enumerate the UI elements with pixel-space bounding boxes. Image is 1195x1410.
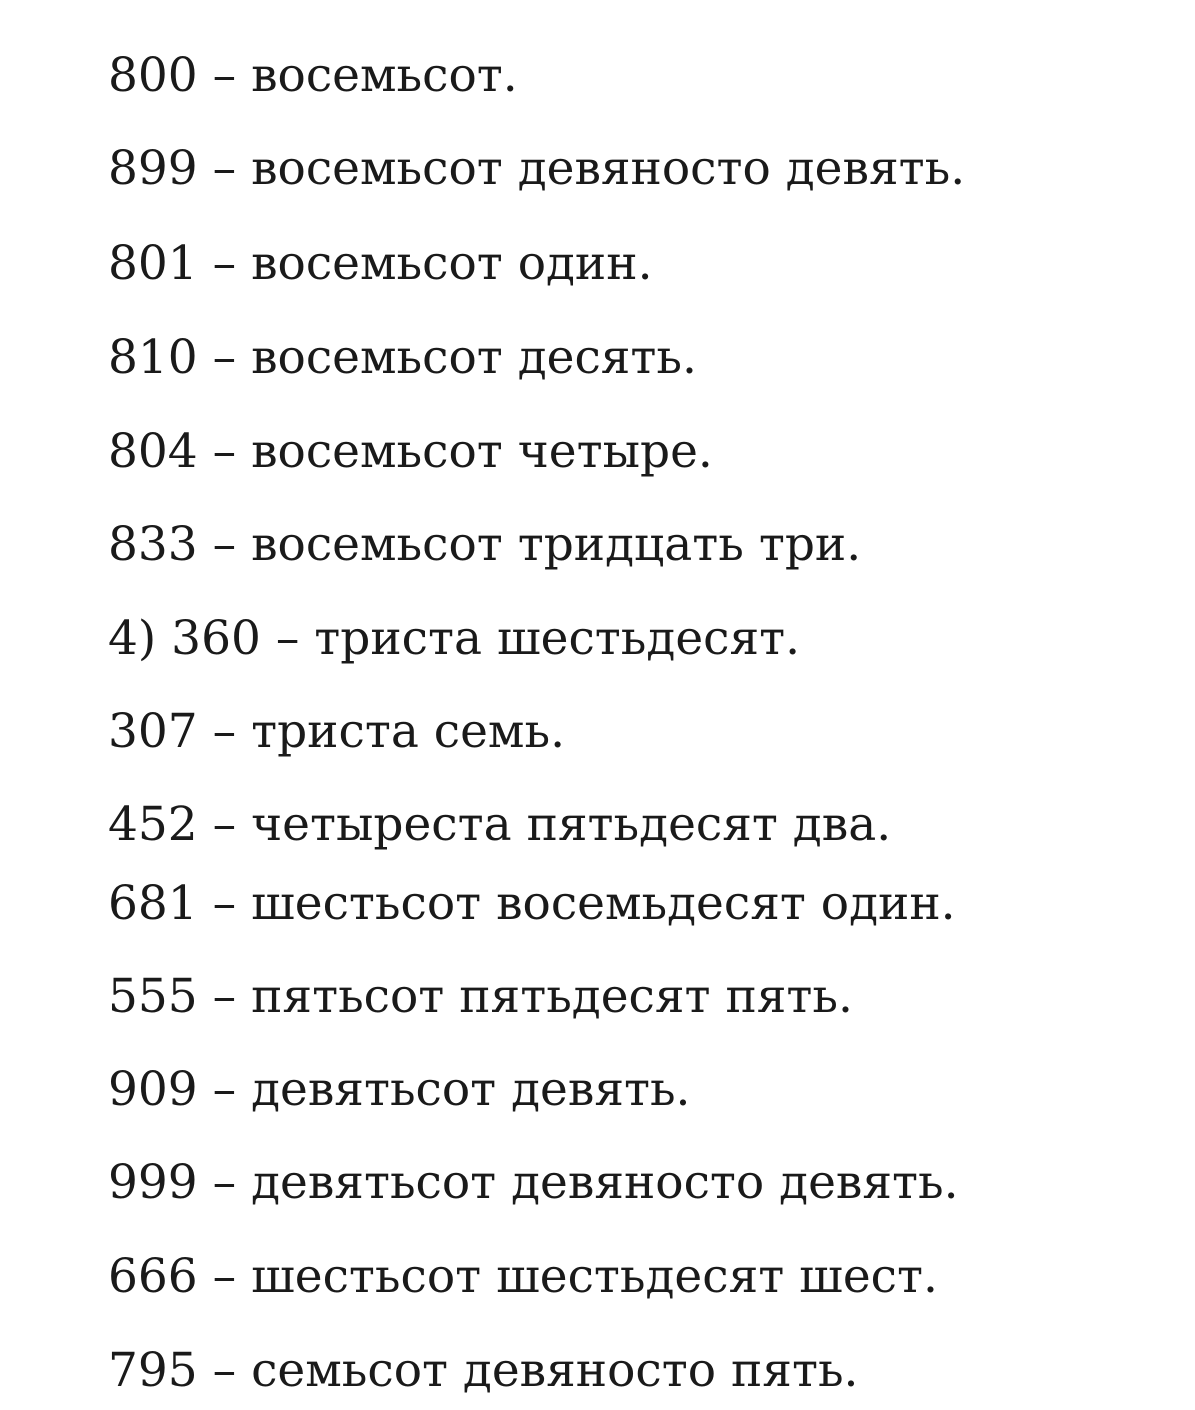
document-body [108,0,1168,1410]
number-line: 4) 360 – триста шестьдесят. [108,611,801,666]
number-line: 681 – шестьсот восемьдесят один. [108,876,956,931]
number-line: 555 – пятьсот пятьдесят пять. [108,969,853,1024]
number-line: 452 – четыреста пятьдесят два. [108,797,892,852]
number-line: 899 – восемьсот девяносто девять. [108,141,966,196]
number-line: 909 – девятьсот девять. [108,1062,691,1117]
number-line: 801 – восемьсот один. [108,236,653,291]
number-line: 307 – триста семь. [108,704,566,759]
number-line: 804 – восемьсот четыре. [108,424,713,479]
number-line: 795 – семьсот девяносто пять. [108,1343,859,1398]
number-line: 833 – восемьсот тридцать три. [108,517,862,572]
number-line: 999 – девятьсот девяносто девять. [108,1155,959,1210]
number-line: 810 – восемьсот десять. [108,330,697,385]
number-line: 666 – шестьсот шестьдесят шест. [108,1249,938,1304]
number-line: 800 – восемьсот. [108,48,518,103]
